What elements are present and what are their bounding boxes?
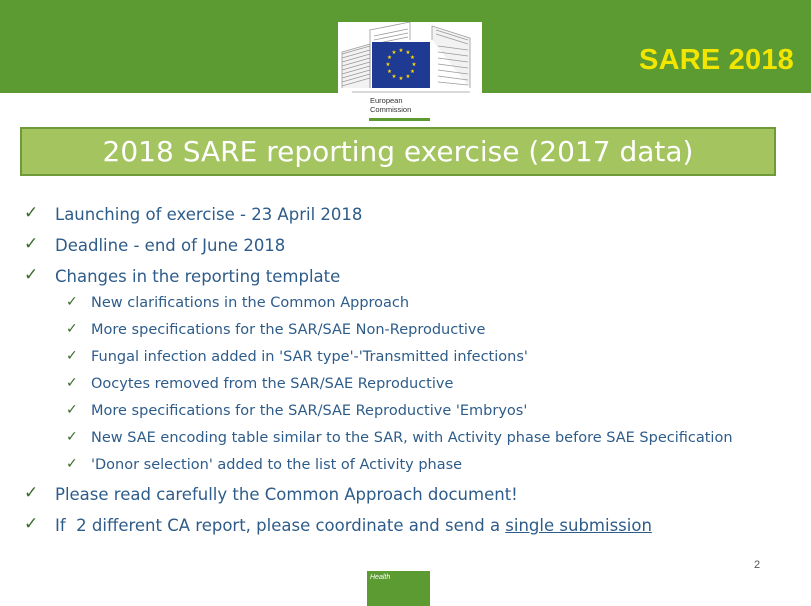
sub-bullet — [66, 429, 733, 446]
sub-bullet — [66, 456, 463, 473]
svg-text:★: ★ — [398, 48, 404, 54]
bullet-text: Changes in the reporting template — [55, 267, 341, 286]
check-icon: ✓ — [24, 203, 39, 223]
slide-title: 2018 SARE reporting exercise (2017 data) — [102, 135, 694, 168]
title-banner — [20, 127, 776, 176]
check-icon: ✓ — [24, 234, 39, 254]
sare-badge: SARE 2018 — [639, 44, 794, 76]
sub-bullet-text: Fungal infection added in 'SAR type'-'Transmitted infections' — [91, 349, 528, 365]
check-icon: ✓ — [66, 321, 78, 337]
svg-text:★: ★ — [410, 69, 415, 75]
sub-bullet — [66, 402, 528, 419]
page-number: 2 — [754, 559, 761, 571]
sub-bullet-text: New clarifications in the Common Approach — [91, 295, 410, 311]
bullet-deadline — [24, 234, 286, 255]
svg-text:★: ★ — [410, 55, 415, 61]
footer-health-tab — [367, 571, 430, 606]
bullet-text: Deadline - end of June 2018 — [55, 236, 286, 255]
european-commission-logo — [338, 22, 482, 122]
svg-text:★: ★ — [405, 50, 411, 56]
svg-text:★: ★ — [391, 74, 397, 80]
bullet-read-common-approach — [24, 483, 518, 504]
bullet-launch — [24, 203, 363, 224]
check-icon: ✓ — [66, 402, 78, 418]
bullet-text: Please read carefully the Common Approach document! — [55, 485, 518, 504]
sub-bullet-text: New SAE encoding table similar to the SAR, with Activity phase before SAE Specification — [91, 430, 733, 446]
sub-bullet-text: More specifications for the SAR/SAE Reproductive 'Embryos' — [91, 403, 528, 419]
sub-bullet — [66, 321, 486, 338]
sub-bullet-text: More specifications for the SAR/SAE Non-Reproductive — [91, 322, 486, 338]
check-icon: ✓ — [24, 514, 39, 534]
sub-bullet — [66, 348, 528, 365]
svg-text:★: ★ — [387, 55, 392, 61]
check-icon: ✓ — [66, 429, 78, 445]
check-icon: ✓ — [66, 375, 78, 391]
berlaymont-building-icon — [338, 22, 482, 96]
svg-text:★: ★ — [385, 62, 391, 68]
bullet-text: If 2 different CA report, please coordinate and send a — [55, 516, 506, 535]
sub-bullet — [66, 294, 410, 311]
svg-text:★: ★ — [405, 74, 411, 80]
bullet-coordinate — [24, 514, 652, 535]
check-icon: ✓ — [66, 348, 78, 364]
sub-bullet — [66, 375, 454, 392]
logo-line-european: European — [370, 96, 403, 105]
check-icon: ✓ — [66, 294, 78, 310]
logo-underline — [369, 118, 430, 121]
check-icon: ✓ — [24, 265, 39, 285]
check-icon: ✓ — [24, 483, 39, 503]
svg-text:★: ★ — [387, 69, 392, 75]
check-icon: ✓ — [66, 456, 78, 472]
logo-caption — [370, 96, 411, 114]
svg-text:★: ★ — [411, 62, 417, 68]
svg-text:★: ★ — [398, 76, 404, 82]
bullet-text: Launching of exercise - 23 April 2018 — [55, 205, 363, 224]
sub-bullet-text: Oocytes removed from the SAR/SAE Reproductive — [91, 376, 454, 392]
sub-bullet-text: 'Donor selection' added to the list of Activity phase — [91, 457, 463, 473]
svg-text:★: ★ — [391, 50, 397, 56]
footer-label: Health — [370, 574, 391, 581]
single-submission-link[interactable]: single submission — [505, 516, 652, 535]
logo-line-commission: Commission — [370, 105, 412, 114]
bullet-changes — [24, 265, 341, 286]
